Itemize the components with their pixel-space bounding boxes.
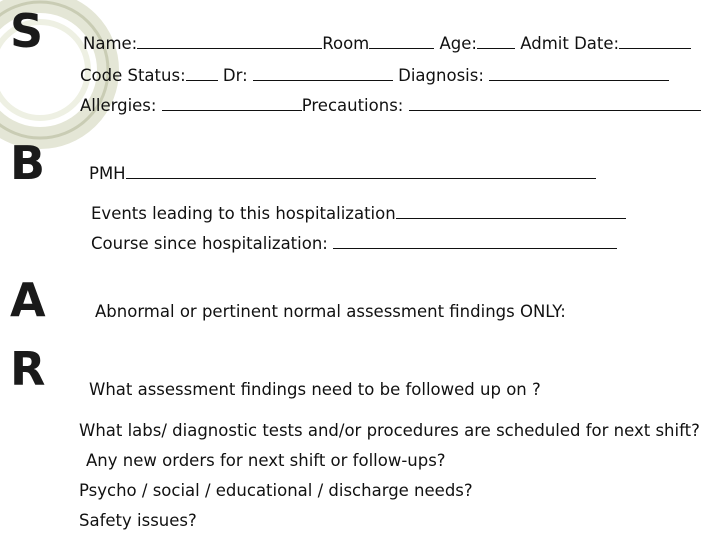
psycho-question: Psycho / social / educational / discharge needs? (79, 481, 473, 500)
assessment-label: Abnormal or pertinent normal assessment findings ONLY: (95, 302, 566, 321)
precautions-field[interactable] (409, 96, 701, 111)
diagnosis-label: Diagnosis: (398, 66, 484, 85)
dr-label: Dr: (222, 66, 248, 85)
age-field[interactable] (477, 34, 515, 49)
pmh-label: PMH (89, 164, 126, 183)
sbar-letter-r: R (10, 342, 46, 396)
situation-row-1 (83, 34, 691, 54)
situation-row-2 (80, 66, 669, 86)
dr-field[interactable] (253, 66, 393, 81)
followup-question: What assessment findings need to be followed up on ? (89, 380, 541, 399)
diagnosis-field[interactable] (489, 66, 669, 81)
allergies-field[interactable] (162, 96, 302, 111)
safety-question: Safety issues? (79, 511, 197, 530)
room-field[interactable] (369, 34, 434, 49)
precautions-label: Precautions: (301, 96, 404, 115)
admit-date-field[interactable] (619, 34, 691, 49)
psycho-row (79, 481, 473, 501)
labs-question: What labs/ diagnostic tests and/or procedures are scheduled for next shift? (79, 421, 700, 440)
admit-date-label: Admit Date: (520, 34, 620, 53)
room-label: Room (322, 34, 370, 53)
assessment-row (95, 302, 566, 322)
sbar-letter-s: S (10, 4, 44, 58)
allergies-label: Allergies: (80, 96, 157, 115)
course-row (91, 234, 617, 254)
labs-row (79, 421, 700, 441)
age-label: Age: (439, 34, 477, 53)
events-row (91, 204, 626, 224)
orders-question: Any new orders for next shift or follow-ups? (86, 451, 446, 470)
code-status-label: Code Status: (80, 66, 186, 85)
sbar-letter-b: B (10, 136, 46, 190)
code-status-field[interactable] (186, 66, 218, 81)
name-label: Name: (83, 34, 138, 53)
sbar-letter-a: A (10, 273, 46, 327)
orders-row (86, 451, 446, 471)
course-field[interactable] (333, 234, 617, 249)
pmh-field[interactable] (126, 164, 596, 179)
events-label: Events leading to this hospitalization (91, 204, 396, 223)
pmh-row (89, 164, 596, 184)
safety-row (79, 511, 197, 531)
course-label: Course since hospitalization: (91, 234, 328, 253)
situation-row-3 (80, 96, 701, 116)
name-field[interactable] (137, 34, 322, 49)
followup-row (89, 380, 541, 400)
events-field[interactable] (396, 204, 626, 219)
